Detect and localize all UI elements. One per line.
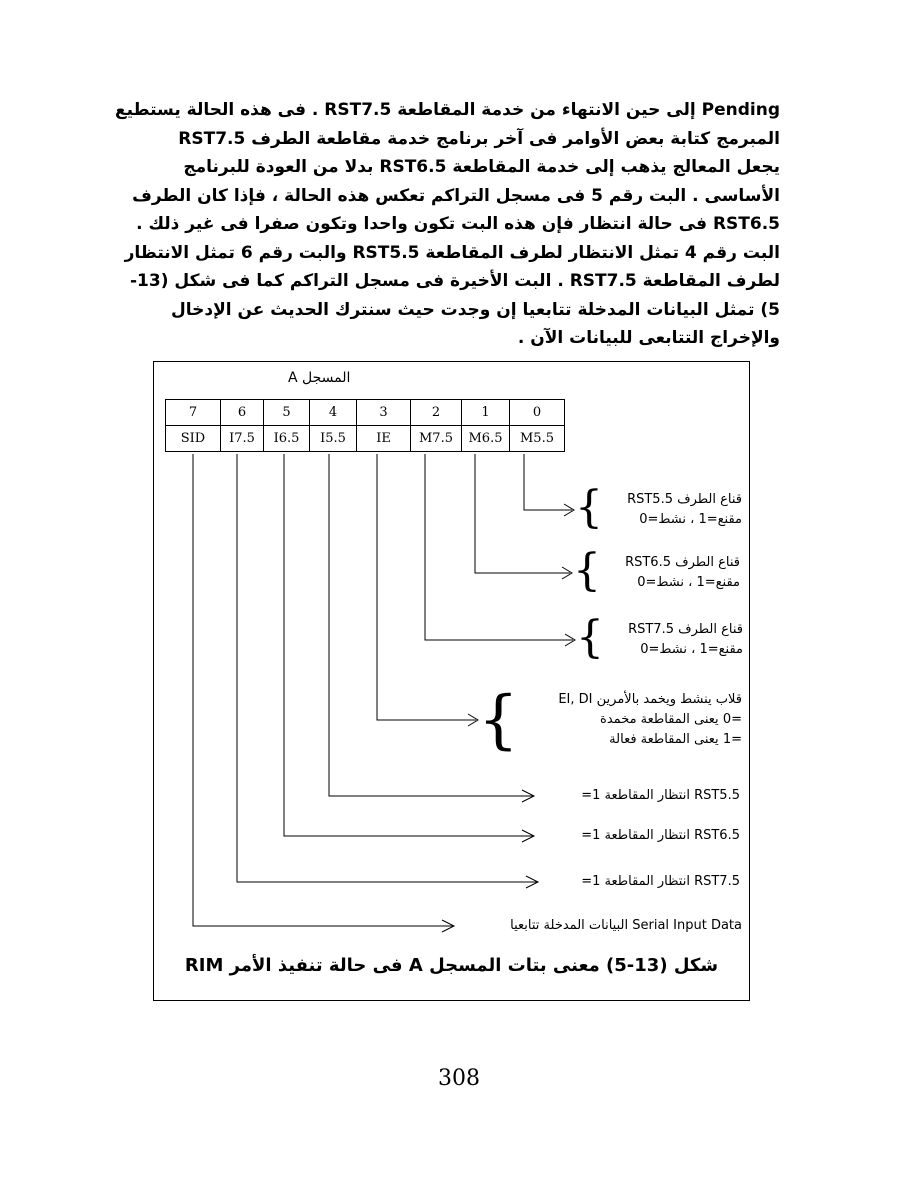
bit-number-cell: 7 (166, 400, 221, 426)
register-label: المسجل A (288, 370, 351, 386)
desc-line: مقنع=1 ، نشط=0 (639, 512, 742, 527)
bit-number-cell: 5 (264, 400, 310, 426)
bit-number-cell: 3 (357, 400, 411, 426)
brace-icon: { (576, 612, 604, 663)
brace-icon: { (478, 683, 519, 757)
paragraph-line: والإخراج التتابعى للبيانات الآن . (517, 328, 780, 348)
desc-line: قناع الطرف RST5.5 (627, 492, 742, 507)
figure-caption: شكل (13-5) معنى بتات المسجل A فى حالة تنفيذ الأمر RIM (184, 955, 719, 976)
desc-i55: =1 انتظار المقاطعة RST5.5 (581, 788, 740, 803)
brace-icon: { (575, 482, 603, 533)
bit-name-cell: M7.5 (411, 426, 462, 452)
bit-name-cell: I6.5 (264, 426, 310, 452)
paragraph-line: RST6.5 فى حالة انتظار فإن هذه البت تكون واحدا وتكون صفرا فى غير ذلك . (136, 214, 780, 234)
bit-number-cell: 0 (510, 400, 565, 426)
bit-name-cell: M5.5 (510, 426, 565, 452)
connector-m55 (524, 454, 572, 510)
desc-m65 (590, 553, 740, 593)
bit-name-cell: I5.5 (310, 426, 357, 452)
connector-m75 (425, 454, 573, 640)
paragraph-line: 5) تمثل البيانات المدخلة تتابعيا إن وجدت حيث سنترك الحديث عن الإدخال (170, 299, 780, 320)
bit-number-cell: 2 (411, 400, 462, 426)
paragraph-line: لطرف المقاطعة RST7.5 . البت الأخيرة فى مسجل التراكم كما فى شكل (13- (129, 271, 780, 291)
connector-i75 (237, 454, 538, 882)
desc-i65: =1 انتظار المقاطعة RST6.5 (581, 828, 740, 843)
desc-line: قناع الطرف RST7.5 (628, 622, 743, 637)
bit-name-cell: SID (166, 426, 221, 452)
paragraph-line: المبرمج كتابة بعض الأوامر فى آخر برنامج خدمة مقاطعة الطرف RST7.5 (178, 128, 780, 149)
connector-sid (193, 454, 454, 926)
desc-sid: البيانات المدخلة تتابعيا Serial Input Data (510, 918, 742, 933)
desc-m75 (593, 620, 743, 660)
bit-name-cell: IE (357, 426, 411, 452)
connector-i65 (284, 454, 534, 836)
bit-name-cell: I7.5 (221, 426, 264, 452)
bit-name-cell: M6.5 (462, 426, 510, 452)
desc-ie (496, 690, 742, 750)
desc-line: مقنع=1 ، نشط=0 (640, 642, 743, 657)
connector-ie (377, 454, 476, 720)
paragraph-line: يجعل المعالج يذهب إلى خدمة المقاطعة RST6.5 بدلا من العودة للبرنامج (183, 157, 780, 177)
bit-number-cell: 1 (462, 400, 510, 426)
desc-line: مقنع=1 ، نشط=0 (637, 575, 740, 590)
brace-icon: { (573, 545, 601, 596)
desc-line: قلاب ينشط ويخمد بالأمرين EI, DI (558, 692, 742, 707)
desc-line: =1 يعنى المقاطعة فعالة (609, 732, 742, 747)
bit-number-cell: 6 (221, 400, 264, 426)
paragraph-line: Pending إلى حين الانتهاء من خدمة المقاطعة RST7.5 . فى هذه الحالة يستطيع (114, 100, 780, 120)
desc-line: قناع الطرف RST6.5 (625, 555, 740, 570)
paragraph-line: الأساسى . البت رقم 5 فى مسجل التراكم تعكس هذه الحالة ، فإذا كان الطرف (132, 185, 780, 206)
page-number: 308 (438, 1066, 480, 1091)
desc-line: =0 يعنى المقاطعة مخمدة (600, 712, 742, 727)
desc-m55 (592, 490, 742, 530)
desc-i75: =1 انتظار المقاطعة RST7.5 (581, 874, 740, 889)
paragraph-line: البت رقم 4 تمثل الانتظار لطرف المقاطعة RST5.5 والبت رقم 6 تمثل الانتظار (124, 242, 780, 263)
connector-m65 (475, 454, 570, 573)
bit-number-cell: 4 (310, 400, 357, 426)
